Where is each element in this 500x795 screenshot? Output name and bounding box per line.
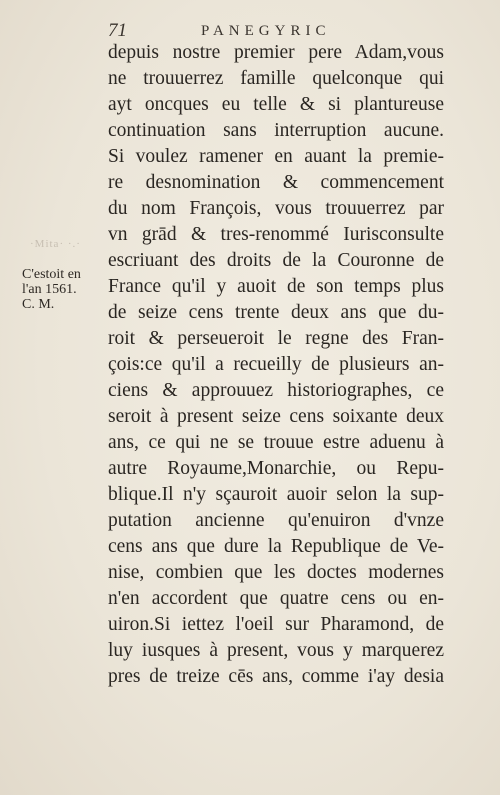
page-number: 71 [108, 20, 127, 41]
text-line: du nom François, vous trouuerrez par [108, 198, 444, 219]
text-line: continuation sans interruption aucune. [108, 120, 444, 141]
text-line: re desnomination & commencement [108, 172, 444, 193]
body-text [108, 40, 444, 690]
marginal-note-line: C. M. [22, 297, 55, 312]
marginal-note-line: l'an 1561. [22, 282, 77, 297]
text-line: blique.Il n'y sçauroit auoir selon la sup- [108, 484, 444, 505]
text-line: pres de treize cēs ans, comme i'ay desia [108, 666, 444, 687]
text-line: seroit à present seize cens soixante deux [108, 406, 444, 427]
running-head: PANEGYRIC [201, 23, 331, 39]
text-line: roit & perseueroit le regne des Fran- [108, 328, 444, 349]
text-line: autre Royaume,Monarchie, ou Repu- [108, 458, 444, 479]
text-line: escriuant des droits de la Couronne de [108, 250, 444, 271]
text-line: nise, combien que les doctes modernes [108, 562, 444, 583]
text-line: uiron.Si iettez l'oeil sur Pharamond, de [108, 614, 444, 635]
text-line: ne trouuerrez famille quelconque qui [108, 68, 444, 89]
bleed-through-text: ·Mita· ·.· [30, 238, 81, 250]
marginal-note [22, 267, 102, 312]
text-line: de seize cens trente deux ans que du- [108, 302, 444, 323]
text-line: ayt oncques eu telle & si plantureuse [108, 94, 444, 115]
text-line: vn grād & tres-renommé Iurisconsulte [108, 224, 444, 245]
text-line: çois:ce qu'il a recueilly de plusieurs an- [108, 354, 444, 375]
text-line: ciens & approuuez historiographes, ce [108, 380, 444, 401]
text-line: Si voulez ramener en auant la premie- [108, 146, 444, 167]
text-line: cens ans que dure la Republique de Ve- [108, 536, 444, 557]
text-line: putation ancienne qu'enuiron d'vnze [108, 510, 444, 531]
text-line: depuis nostre premier pere Adam,vous [108, 42, 444, 63]
text-line: France qu'il y auoit de son temps plus [108, 276, 444, 297]
text-line: luy iusques à present, vous y marquerez [108, 640, 444, 661]
text-line: ans, ce qui ne se trouue estre aduenu à [108, 432, 444, 453]
text-line: n'en accordent que quatre cens ou en- [108, 588, 444, 609]
marginal-note-line: C'estoit en [22, 267, 81, 282]
